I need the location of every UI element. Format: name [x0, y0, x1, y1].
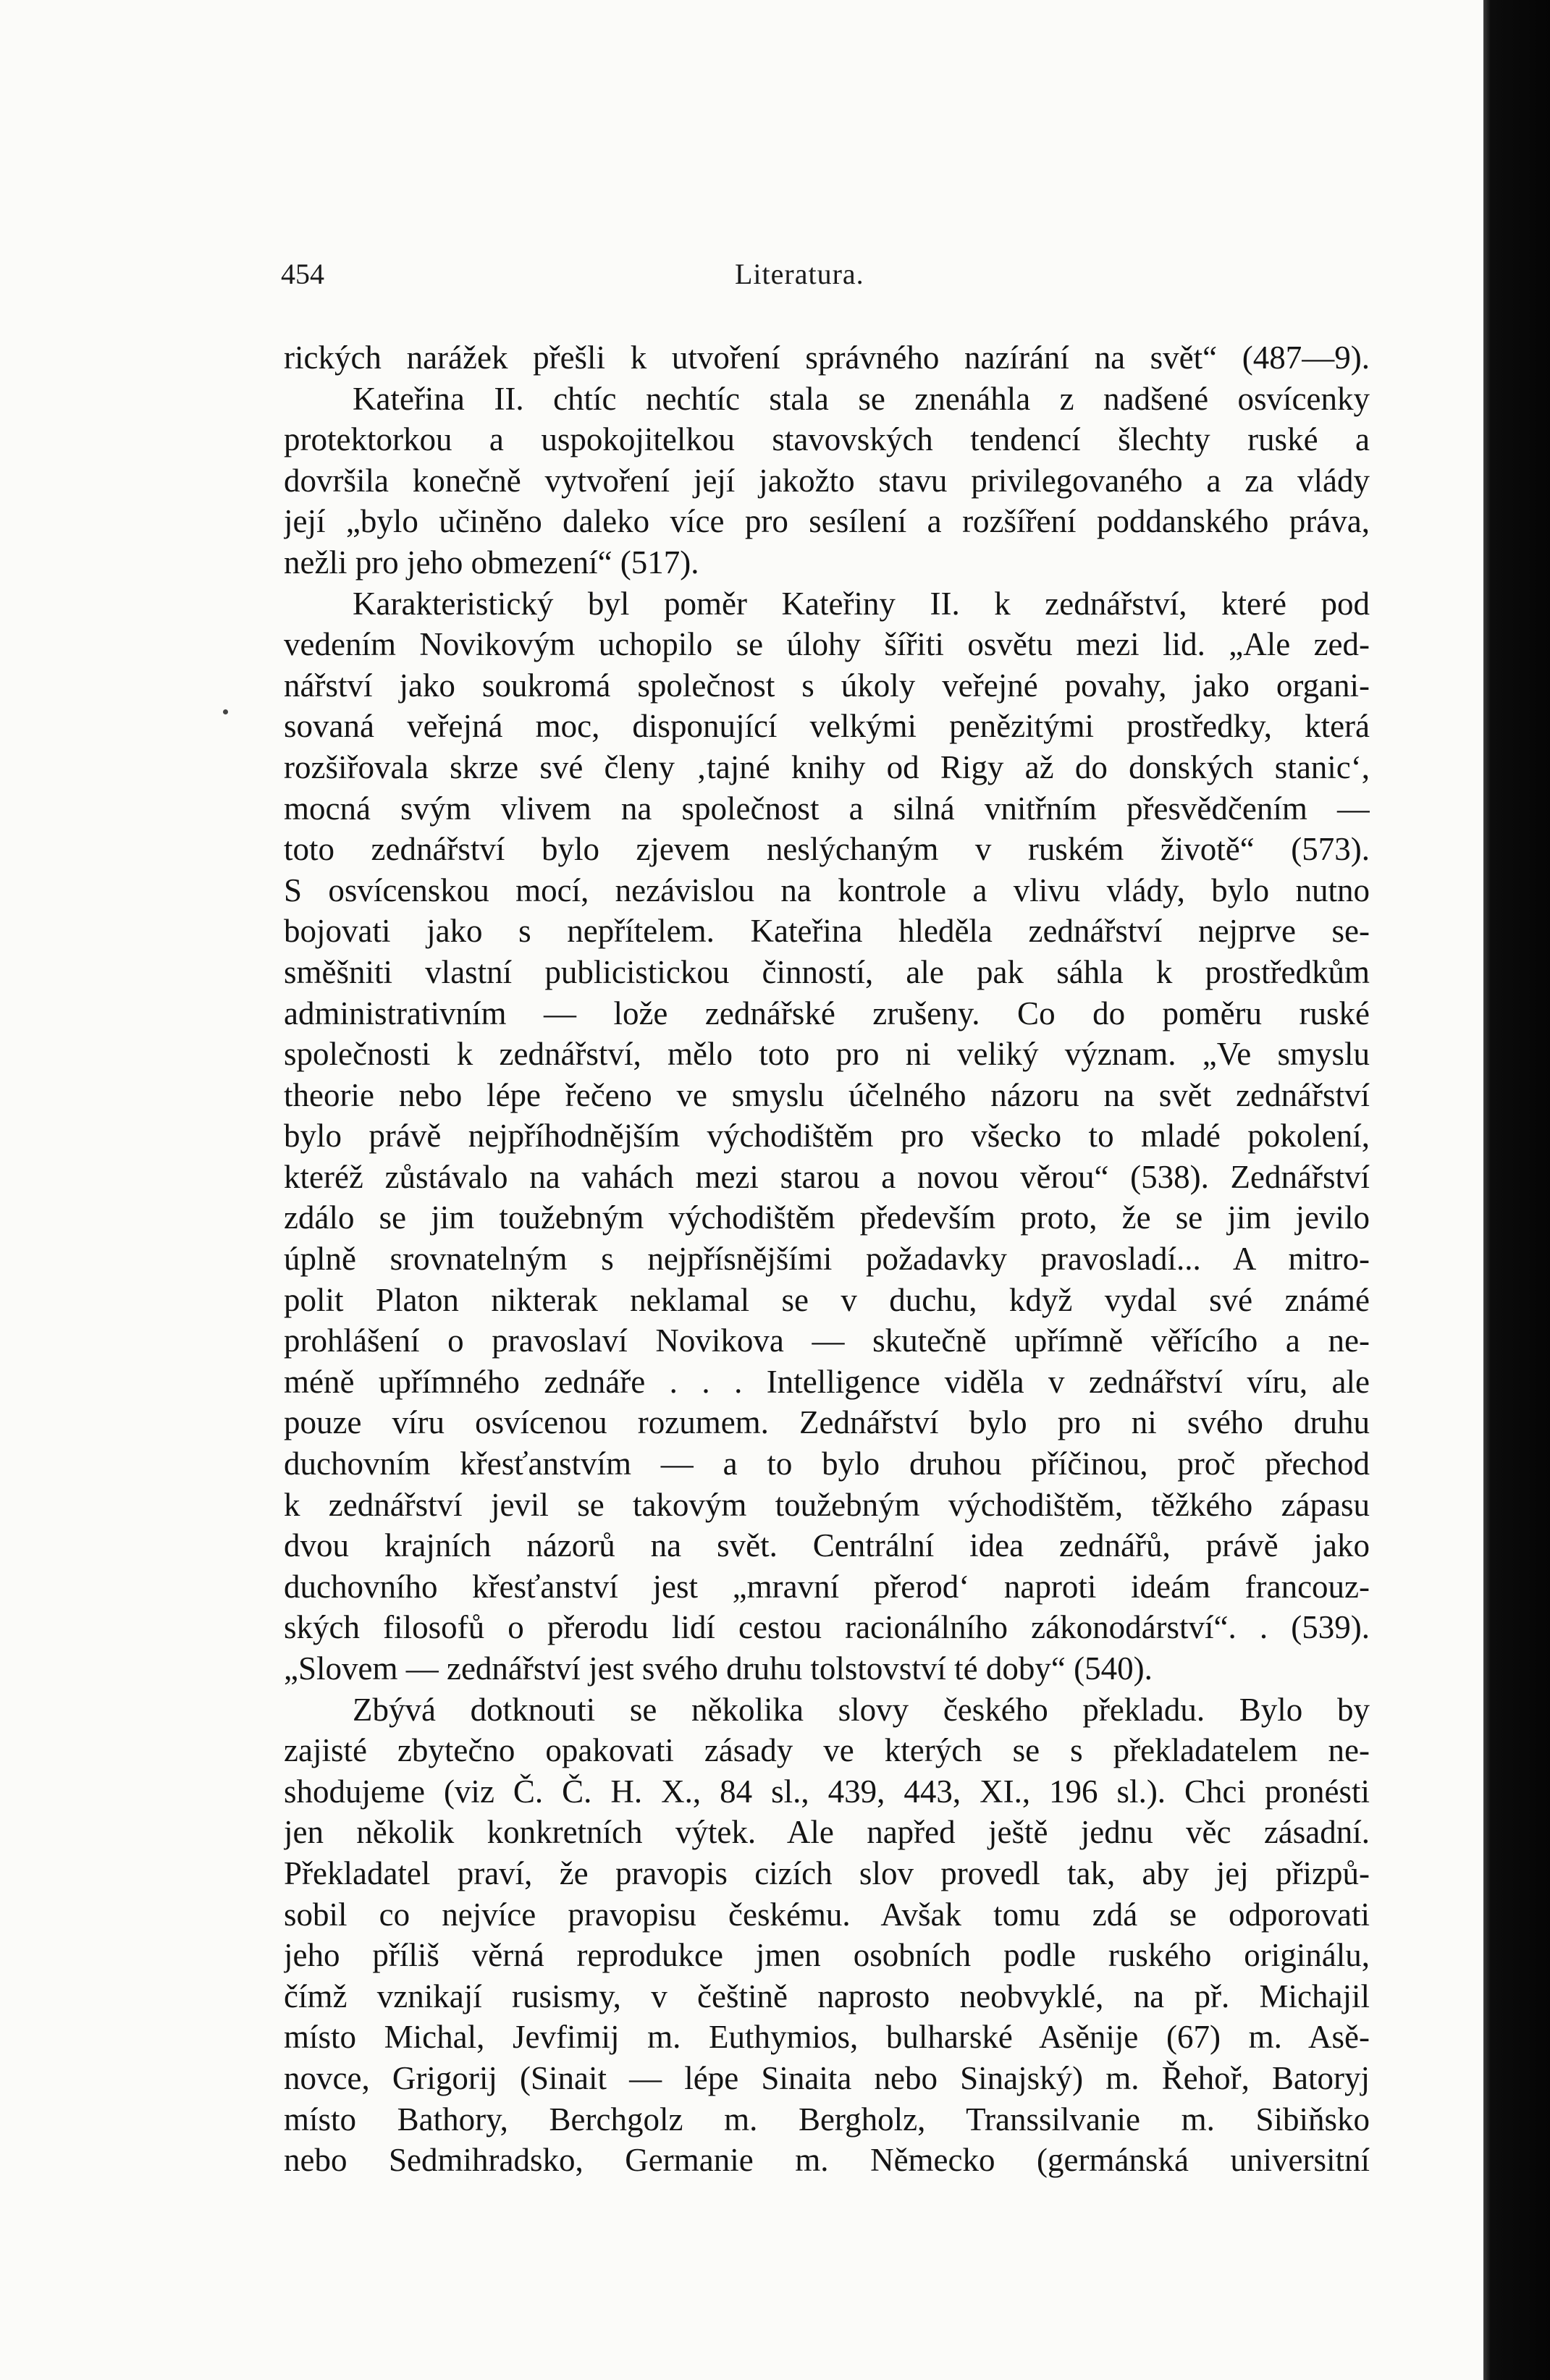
- text-line: nežli pro jeho obmezení“ (517).: [284, 544, 699, 581]
- text-line: sobil co nejvíce pravopisu českému. Avšak tomu zdá se odporovati: [284, 1896, 1370, 1933]
- text-line: Karakteristický byl poměr Kateřiny II. k zednářství, které pod: [353, 585, 1370, 622]
- text-line: společnosti k zednářství, mělo toto pro ni veliký význam. „Ve smyslu: [284, 1036, 1370, 1073]
- running-head: [281, 257, 1367, 298]
- text-line: Zbývá dotknouti se několika slovy českého překladu. Bylo by: [353, 1691, 1370, 1728]
- text-line: dvou krajních názorů na svět. Centrální idea zednářů, právě jako: [284, 1527, 1370, 1564]
- scan-shadow-edge: [1483, 0, 1550, 2380]
- text-line: Překladatel praví, že pravopis cizích slov provedl tak, aby jej přizpů-: [284, 1854, 1370, 1891]
- text-line: Kateřina II. chtíc nechtíc stala se znenáhla z nadšené osvícenky: [353, 380, 1370, 417]
- text-line: jeho příliš věrná reprodukce jmen osobních podle ruského originálu,: [284, 1937, 1370, 1974]
- text-line: nebo Sedmihradsko, Germanie m. Německo (germánská universitní: [284, 2142, 1370, 2179]
- text-line: místo Bathory, Berchgolz m. Bergholz, Transsilvanie m. Sibiňsko: [284, 2101, 1370, 2138]
- text-line: prohlášení o pravoslaví Novikova — skutečně upřímně věřícího a ne-: [284, 1322, 1370, 1359]
- text-line: směšniti vlastní publicistickou činností, ale pak sáhla k prostředkům: [284, 953, 1370, 990]
- section-title: Literatura.: [735, 258, 864, 290]
- text-line: kteréž zůstávalo na vahách mezi starou a novou věrou“ (538). Zednářství: [284, 1158, 1370, 1195]
- text-line: její „bylo učiněno daleko více pro sesílení a rozšíření poddanského práva,: [284, 503, 1370, 540]
- text-line: polit Platon nikterak neklamal se v duchu, když vydal své známé: [284, 1281, 1370, 1318]
- text-line: rických narážek přešli k utvoření správného nazírání na svět“ (487—9).: [284, 339, 1370, 376]
- text-line: dovršila konečně vytvoření její jakožto stavu privilegovaného a za vlády: [284, 462, 1370, 499]
- text-line: jen několik konkretních výtek. Ale napřed ještě jednu věc zásadní.: [284, 1814, 1370, 1851]
- text-line: místo Michal, Jevfimij m. Euthymios, bulharské Asěnije (67) m. Asě-: [284, 2019, 1370, 2056]
- text-line: vedením Novikovým uchopilo se úlohy šířiti osvětu mezi lid. „Ale zed-: [284, 626, 1370, 663]
- text-line: „Slovem — zednářství jest svého druhu tolstovství té doby“ (540).: [284, 1650, 1153, 1687]
- text-line: nářství jako soukromá společnost s úkoly veřejné povahy, jako organi-: [284, 667, 1370, 704]
- text-line: bojovati jako s nepřítelem. Kateřina hleděla zednářství nejprve se-: [284, 913, 1370, 950]
- margin-mark: [223, 709, 228, 714]
- text-line: méně upřímného zednáře . . . Intelligence viděla v zednářství víru, ale: [284, 1363, 1370, 1400]
- body-text: [284, 337, 1370, 2181]
- text-line: úplně srovnatelným s nejpřísnějšími požadavky pravosladí... A mitro-: [284, 1241, 1370, 1278]
- text-line: duchovního křesťanství jest „mravní přerod‘ naproti ideám francouz-: [284, 1568, 1370, 1605]
- text-line: rozšiřovala skrze své členy ‚tajné knihy od Rigy až do donských stanic‘,: [284, 748, 1370, 785]
- page-number: 454: [281, 258, 324, 290]
- text-line: zajisté zbytečno opakovati zásady ve kterých se s překladatelem ne-: [284, 1732, 1370, 1769]
- text-line: zdálo se jim toužebným východištěm především proto, že se jim jevilo: [284, 1199, 1370, 1236]
- text-line: pouze víru osvícenou rozumem. Zednářství bylo pro ni svého druhu: [284, 1404, 1370, 1441]
- text-line: k zednářství jevil se takovým toužebným východištěm, těžkého zápasu: [284, 1486, 1370, 1523]
- text-line: čímž vznikají rusismy, v češtině naprosto neobvyklé, na př. Michajil: [284, 1978, 1370, 2014]
- text-line: administrativním — lože zednářské zrušeny. Co do poměru ruské: [284, 995, 1370, 1031]
- text-line: toto zednářství bylo zjevem neslýchaným v ruském životě“ (573).: [284, 831, 1370, 868]
- text-line: sovaná veřejná moc, disponující velkými penězitými prostředky, která: [284, 708, 1370, 745]
- text-line: S osvícenskou mocí, nezávislou na kontrole a vlivu vlády, bylo nutno: [284, 872, 1370, 908]
- text-line: duchovním křesťanstvím — a to bylo druhou příčinou, proč přechod: [284, 1446, 1370, 1482]
- text-line: theorie nebo lépe řečeno ve smyslu účelného názoru na svět zednářství: [284, 1076, 1370, 1113]
- text-line: ských filosofů o přerodu lidí cestou racionálního zákonodárství“. . (539).: [284, 1609, 1370, 1646]
- text-line: novce, Grigorij (Sinait — lépe Sinaita nebo Sinajský) m. Řehoř, Batoryj: [284, 2059, 1370, 2096]
- text-line: shodujeme (viz Č. Č. H. X., 84 sl., 439, 443, XI., 196 sl.). Chci pronésti: [284, 1773, 1370, 1810]
- text-line: bylo právě nejpříhodnějším východištěm pro všecko to mladé pokolení,: [284, 1118, 1370, 1155]
- text-line: mocná svým vlivem na společnost a silná vnitřním přesvědčením —: [284, 790, 1370, 827]
- text-line: protektorkou a uspokojitelkou stavovských tendencí šlechty ruské a: [284, 421, 1370, 458]
